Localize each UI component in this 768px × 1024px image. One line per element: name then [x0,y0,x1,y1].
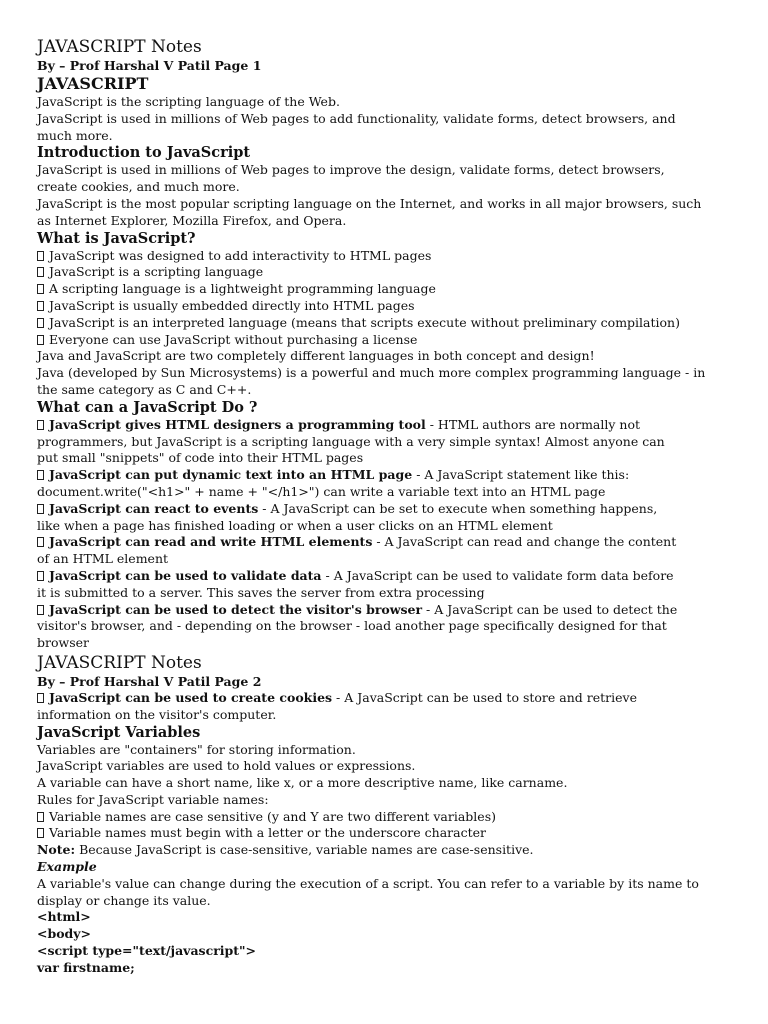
document-body [37,36,707,977]
can-item-bold: JavaScript gives HTML designers a programming tool [49,416,426,432]
bullet-item [37,281,707,298]
section-heading-what-can: What can a JavaScript Do ? [37,398,258,416]
bullet-icon [37,537,44,547]
can-item-text: - A JavaScript can be used to validate form data before [321,567,674,583]
bullet-text: JavaScript is usually embedded directly into HTML pages [49,297,415,313]
can-item-text: - A JavaScript can be set to execute when something happens, [258,500,658,516]
bullet-icon [37,693,44,703]
intro-line: JavaScript is the scripting language of the Web. [37,94,340,109]
intro-line: JavaScript is used in millions of Web pages to add functionality, validate forms, detect browsers, and much more. [37,110,676,143]
can-item-bold: JavaScript can be used to validate data [49,567,322,583]
page-title: JAVASCRIPT Notes [37,37,202,57]
section-heading-what-is: What is JavaScript? [37,229,196,247]
can-item-bold: JavaScript can be used to create cookies [49,689,333,705]
bullet-text: JavaScript was designed to add interactivity to HTML pages [49,247,432,263]
code-line: <html> [37,909,91,925]
can-item-text: - A JavaScript can be used to detect the [422,601,678,617]
author-line: By – Prof Harshal V Patil Page 2 [37,673,262,689]
can-item-text: - HTML authors are normally not [425,416,640,432]
code-line: var firstname; [37,959,135,975]
can-item-line: like when a page has finished loading or when a user clicks on an HTML element [37,517,553,533]
bullet-item [37,809,707,826]
section-heading-introduction: Introduction to JavaScript [37,144,251,162]
example-label: Example [37,859,97,875]
can-item-line: programmers, but JavaScript is a scripting language with a very simple syntax! Almost anyone can [37,433,665,449]
paragraph: A variable's value can change during the execution of a script. You can refer to a variable by its name to display or change its value. [37,875,699,908]
can-item-text: - A JavaScript can read and change the content [372,534,677,550]
bullet-icon [37,251,44,261]
bullet-item [37,825,707,842]
can-item-bold: JavaScript can put dynamic text into an HTML page [49,467,413,483]
can-item [37,534,707,568]
note-text: Because JavaScript is case-sensitive, variable names are case-sensitive. [75,842,534,858]
bullet-icon [37,828,44,838]
bullet-text: A scripting language is a lightweight programming language [49,281,436,297]
can-item-bold: JavaScript can react to events [49,500,259,516]
bullet-text: Variable names are case sensitive (y and Y are two different variables) [49,808,496,824]
paragraph: A variable can have a short name, like x, or a more descriptive name, like carname. [37,775,568,791]
bullet-item [37,248,707,265]
bullet-text: JavaScript is an interpreted language (means that scripts execute without preliminary compilation) [49,314,680,330]
can-item-line: browser [37,635,89,651]
paragraph: JavaScript is the most popular scripting language on the Internet, and works in all major browsers, such as Internet Explorer, Mozilla Firefox, and Opera. [37,195,702,228]
page-title: JAVASCRIPT Notes [37,652,202,673]
note-line [37,842,707,859]
can-item [37,501,707,535]
can-item [37,467,707,501]
can-item-bold: JavaScript can read and write HTML elements [49,534,373,550]
bullet-icon [37,284,44,294]
bullet-icon [37,504,44,514]
paragraph: Rules for JavaScript variable names: [37,791,269,807]
paragraph: Variables are "containers" for storing information. [37,741,356,757]
can-item-line: document.write("<h1>" + name + "</h1>") can write a variable text into an HTML page [37,483,606,499]
bullet-text: JavaScript is a scripting language [49,264,264,280]
can-item [37,417,707,467]
bullet-item [37,298,707,315]
can-item [37,568,707,602]
section-heading-variables: JavaScript Variables [37,723,201,741]
code-line: <body> [37,926,92,942]
main-heading: JAVASCRIPT [37,74,149,93]
can-item [37,602,707,652]
bullet-icon [37,571,44,581]
can-item-bold: JavaScript can be used to detect the visitor's browser [49,601,423,617]
bullet-icon [37,318,44,328]
bullet-text: Everyone can use JavaScript without purchasing a license [49,331,418,347]
bullet-text: Variable names must begin with a letter or the underscore character [49,825,486,841]
can-item-text: - A JavaScript can be used to store and retrieve [332,689,637,705]
can-item-line: put small "snippets" of code into their HTML pages [37,450,364,466]
bullet-icon [37,420,44,430]
can-item-line: it is submitted to a server. This saves the server from extra processing [37,584,485,600]
author-line: By – Prof Harshal V Patil Page 1 [37,58,262,73]
bullet-item [37,332,707,349]
bullet-icon [37,267,44,277]
paragraph: JavaScript variables are used to hold values or expressions. [37,758,416,774]
can-item-line: information on the visitor's computer. [37,706,277,722]
bullet-icon [37,335,44,345]
bullet-item [37,264,707,281]
can-item-line: visitor's browser, and - depending on the browser - load another page specifically designed for that [37,618,667,634]
bullet-icon [37,301,44,311]
can-item-text: - A JavaScript statement like this: [412,467,630,483]
paragraph: Java and JavaScript are two completely different languages in both concept and design! [37,348,595,364]
bullet-icon [37,470,44,480]
paragraph: JavaScript is used in millions of Web pages to improve the design, validate forms, detect browsers, create cookies, and much more. [37,162,665,195]
bullet-icon [37,812,44,822]
can-item-line: of an HTML element [37,551,169,567]
paragraph: Java (developed by Sun Microsystems) is a powerful and much more complex programming language - in the same category as C and C++. [37,365,706,397]
bullet-icon [37,605,44,615]
code-line: <script type="text/javascript"> [37,943,257,959]
bullet-item [37,315,707,332]
note-label: Note: [37,842,76,858]
